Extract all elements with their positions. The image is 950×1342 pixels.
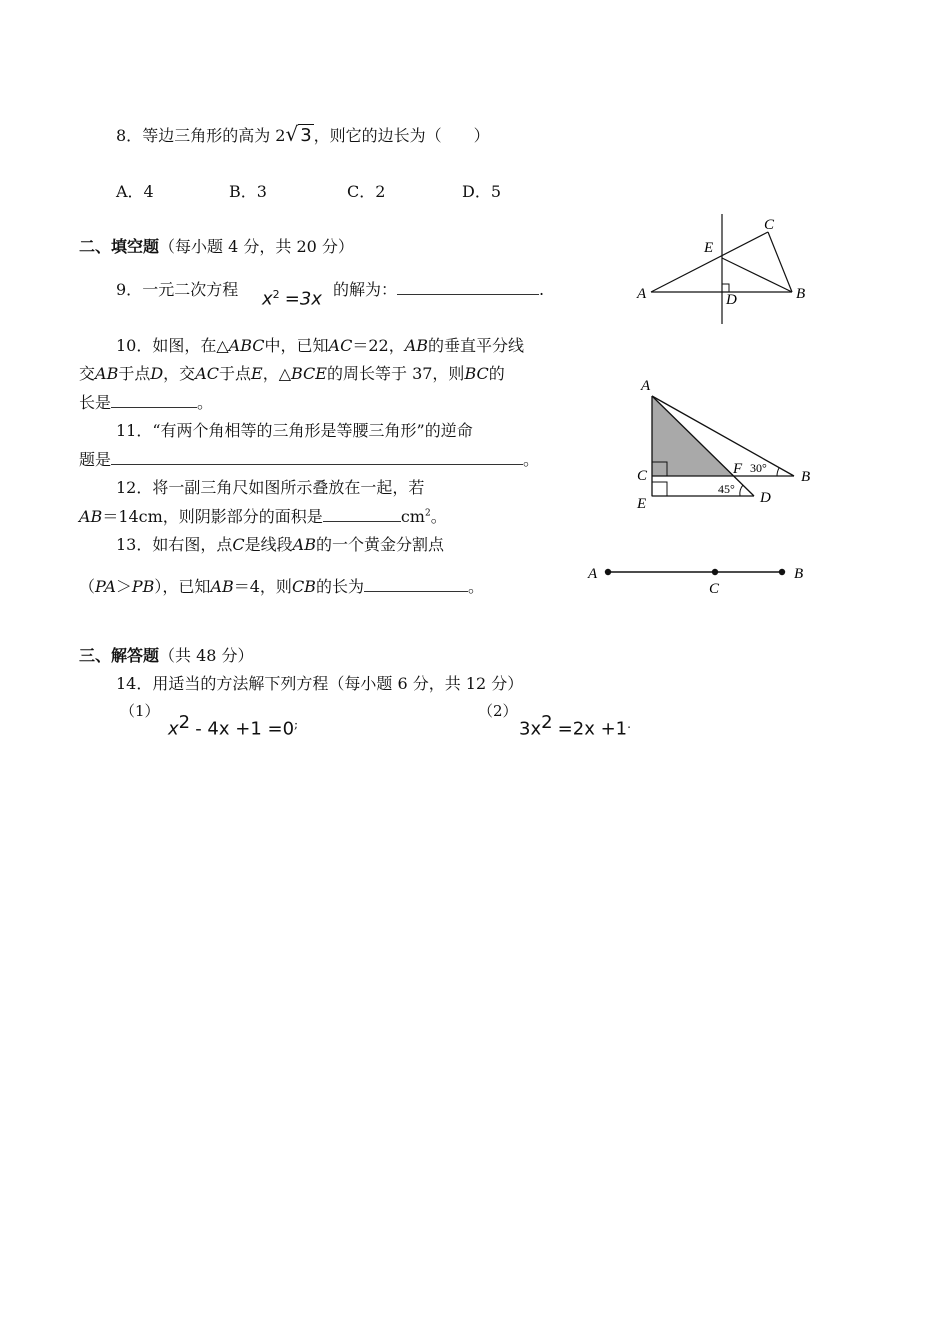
choice-c: C．2 [347,182,386,201]
q14-part-2-equation [519,712,631,739]
text: ＝22， [352,336,405,355]
question-13-line-1 [116,532,444,555]
text: 的长为 [315,577,364,596]
text: 11．“有两个角相等的三角形是等腰三角形”的逆命 [116,421,473,440]
text: 长是 [79,393,112,412]
label-ab: AB [79,507,103,526]
text: （ [79,577,96,596]
label-angle-45: 45° [718,482,735,496]
point-a [605,569,611,575]
section-note: （每小题 4 分，共 20 分） [159,237,354,256]
answer-blank[interactable] [323,507,401,522]
label-a: A [588,566,598,582]
label-ac: AC [328,336,353,355]
text: 。 [523,450,540,469]
label-abc: ABC [228,336,265,355]
question-text: 等边三角形的高为 2 [142,126,286,145]
q9-answer [333,277,544,300]
question-12-line-2 [79,504,447,527]
point-c [712,569,718,575]
text: 中，已知 [264,336,329,355]
unit: cm [400,507,425,526]
label-b: B [794,566,804,582]
section-title: 二、填空题 [79,237,160,256]
unit-exponent: 2 [424,508,431,519]
question-10-line-1 [116,333,524,356]
label-a: A [641,378,651,394]
label-ab: AB [210,577,234,596]
question-text: 14．用适当的方法解下列方程（每小题 6 分，共 12 分） [116,674,524,693]
label-c: C [232,535,245,554]
q14-part-1-equation [168,712,298,739]
sqrt-symbol: √ [285,122,299,146]
label-c: C [709,581,720,597]
choice-d: D．5 [462,182,502,201]
label-d: D [150,364,164,383]
label-ab: AB [95,364,119,383]
text: 是线段 [244,535,293,554]
label-d: D [726,292,737,308]
eq-exponent: 2 [541,712,553,733]
choice-a: A．4 [116,182,154,201]
label-f: F [733,461,743,477]
label-ab: AB [292,535,316,554]
text: 。 [197,393,214,412]
q14-part-2-label [478,700,518,721]
text: ＝4，则 [233,577,292,596]
label-cb: CB [291,577,316,596]
text: 10．如图，在△ [116,336,229,355]
text: ，交 [163,364,196,383]
question-text: 一元二次方程 [142,280,239,299]
eq-variable: x [262,288,273,310]
label-e: E [704,240,714,256]
text: 于点 [118,364,151,383]
text: ，△ [262,364,291,383]
answer-blank[interactable] [111,393,197,408]
text: 的 [488,364,505,383]
q9-equation [262,288,322,309]
figure-perpendicular-bisector [630,210,820,330]
part-label: （2） [478,702,518,720]
choice-b: B．3 [229,182,267,201]
text: 的周长等于 37，则 [326,364,465,383]
figure-set-squares [630,372,820,517]
question-10-line-2 [79,361,505,384]
label-ab: AB [404,336,429,355]
question-number: 9． [116,280,143,299]
eq-exponent: 2 [272,288,280,301]
text: ），已知 [154,577,211,596]
label-b: B [801,469,811,485]
right-angle-mark-e [652,482,667,496]
segment-cb [768,232,792,292]
label-pb: PB [131,577,155,596]
label-bc: BC [464,364,489,383]
question-text: 的解为： [333,280,398,299]
text: ＞ [115,577,132,596]
angle-arc-45 [740,485,743,496]
question-9 [116,277,238,300]
segment-eb [722,258,792,292]
period: . [627,717,631,731]
label-b: B [796,286,806,302]
text: 于点 [218,364,251,383]
point-b [779,569,785,575]
text: 题是 [79,450,112,469]
text: 。 [430,507,447,526]
q14-part-1-label [120,700,160,721]
eq-rest: - 4x +1 =0 [195,718,295,740]
label-pa: PA [95,577,116,596]
label-bce: BCE [291,364,327,383]
label-e: E [637,496,647,512]
answer-blank[interactable] [111,450,523,465]
question-8 [116,122,490,146]
question-14 [116,671,523,694]
answer-blank[interactable] [364,577,468,592]
right-angle-mark [722,284,729,292]
question-text: ，则它的边长为（ ） [313,126,490,145]
label-c: C [637,468,648,484]
eq-rest: =3x [284,288,322,310]
section-title: 三、解答题 [79,646,160,665]
question-12-line-1 [116,475,424,498]
eq-coefficient: 3x [519,718,542,740]
question-number: 8． [116,126,143,145]
radicand: 3 [300,125,312,146]
label-angle-30: 30° [750,461,767,475]
figure-golden-section [582,558,812,602]
section-3-heading [79,643,254,666]
text: 12．将一副三角尺如图所示叠放在一起，若 [116,478,425,497]
section-note: （共 48 分） [159,646,254,665]
text: 的垂直平分线 [428,336,525,355]
label-e: E [251,364,263,383]
text: 。 [467,577,484,596]
label-c: C [764,217,775,233]
text: 13．如右图，点 [116,535,233,554]
eq-rest: =2x +1 [557,718,628,740]
part-label: （1） [120,702,160,720]
semicolon: ; [294,717,299,731]
eq-variable: x [168,718,179,740]
answer-blank[interactable] [397,280,539,295]
label-a: A [637,286,647,302]
question-11-line-2 [79,447,539,470]
label-d: D [760,490,771,506]
section-2-heading [79,234,354,257]
period: . [539,280,545,299]
question-10-line-3 [79,390,213,413]
label-ac: AC [195,364,219,383]
angle-arc-30 [777,468,779,476]
eq-exponent: 2 [178,712,191,733]
question-13-line-2 [79,574,484,597]
question-11-line-1 [116,418,473,441]
text: ＝14cm，则阴影部分的面积是 [102,507,323,526]
text: 交 [79,364,96,383]
text: 的一个黄金分割点 [315,535,444,554]
